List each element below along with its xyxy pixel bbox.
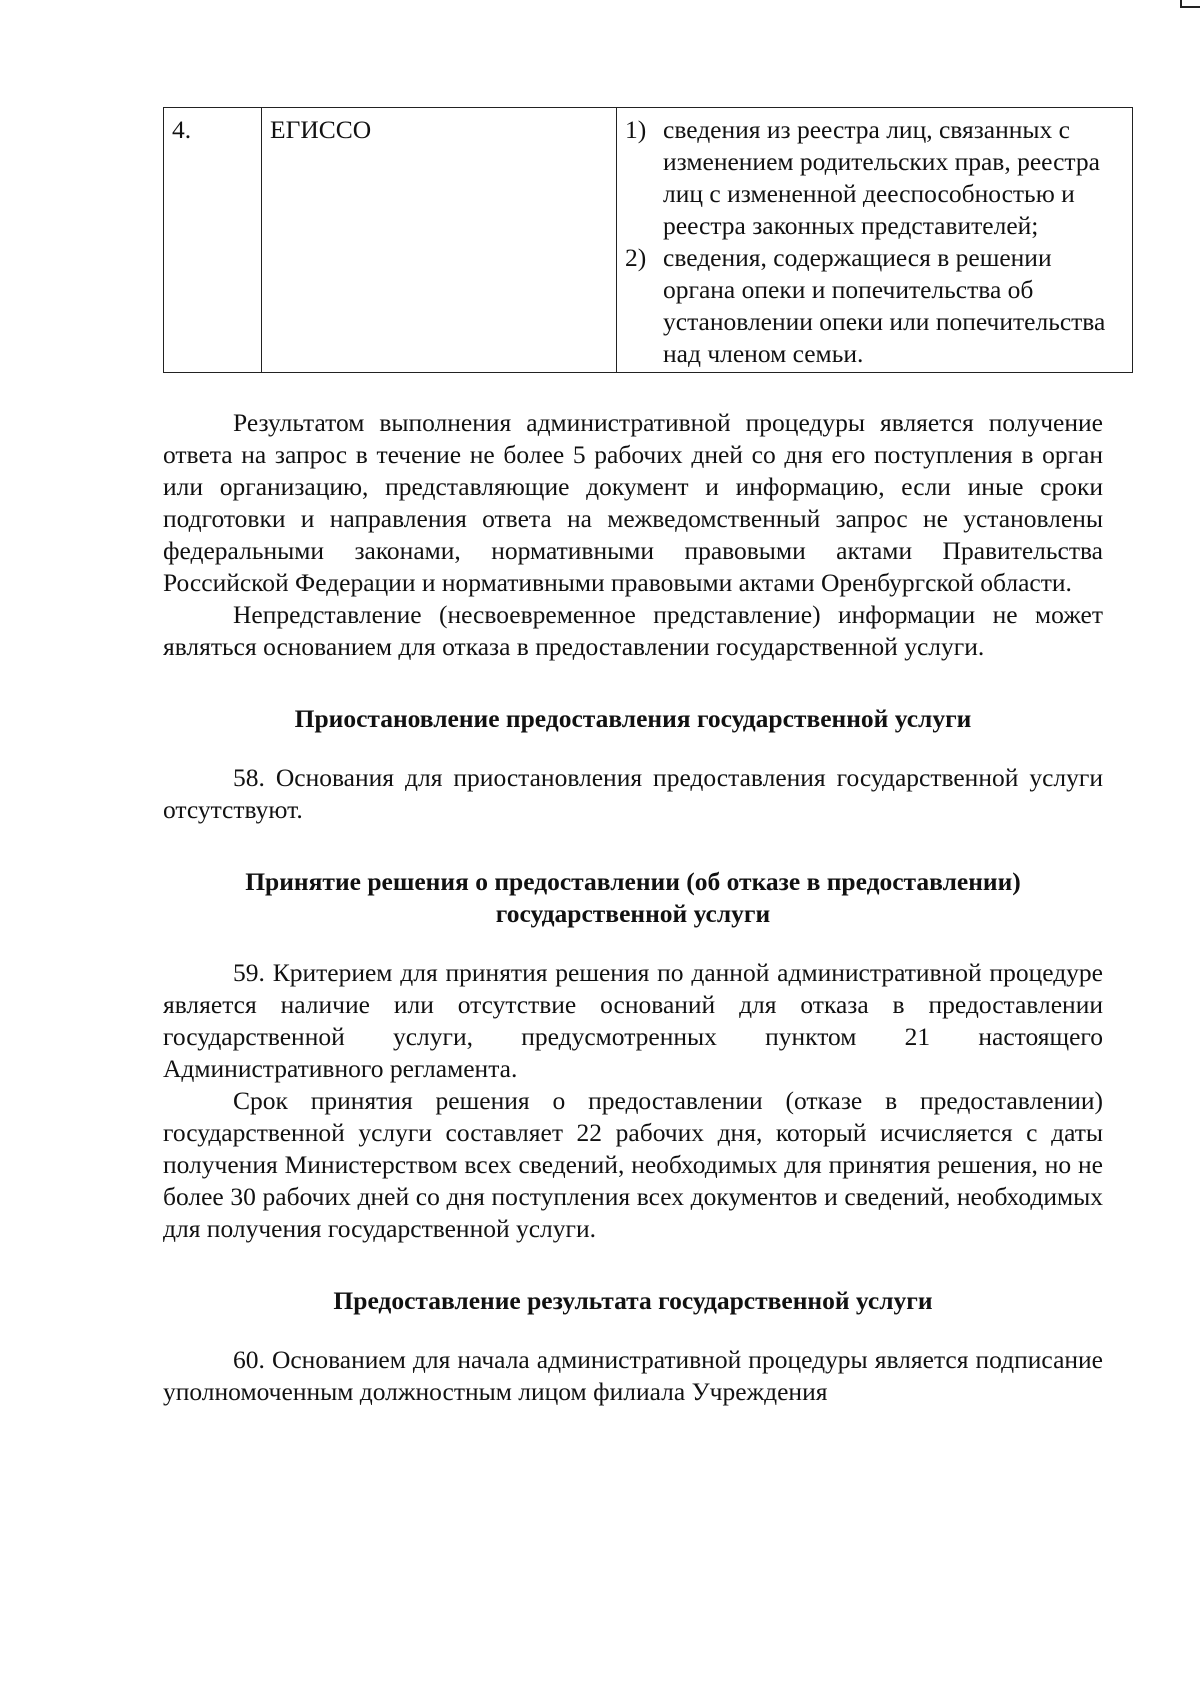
page-content <box>163 107 1106 1408</box>
paragraph-59: 59. Критерием для принятия решения по данной административной процедуре является наличие или отсутствие оснований для отказа в предоставлении государственной услуги, предусмотренных пунктом 21 настоящего Административного регламента. <box>163 958 1103 1083</box>
decision-heading-line-2: государственной услуги <box>495 899 771 928</box>
row-info-cell <box>617 108 1133 373</box>
list-item <box>625 242 1124 370</box>
nonsubmission-paragraph: Непредставление (несвоевременное представление) информации не может являться основанием для отказа в предоставлении государственной услуги. <box>163 600 1103 661</box>
list-item-text: сведения, содержащиеся в решении органа опеки и попечительства об установлении опеки или попечительства над членом семьи. <box>663 243 1106 368</box>
paragraph-59-term: Срок принятия решения о предоставлении (отказе в предоставлении) государственной услуги составляет 22 рабочих дня, который исчисляется с даты получения Министерством всех сведений, необходимых для принятия решения, но не более 30 рабочих дней со дня поступления всех документов и сведений, необходимых для получения государственной услуги. <box>163 1086 1103 1243</box>
table-row <box>164 108 1133 373</box>
list-item-text: сведения из реестра лиц, связанных с изменением родительских прав, реестра лиц с измененной дееспособностью и реестра законных представителей; <box>663 115 1100 240</box>
list-item-marker: 1) <box>625 115 647 144</box>
paragraph-58: 58. Основания для приостановления предоставления государственной услуги отсутствуют. <box>163 763 1103 824</box>
decision-heading-line-1: Принятие решения о предоставлении (об отказе в предоставлении) <box>245 867 1021 896</box>
list-item <box>625 114 1124 242</box>
row-source-cell: ЕГИССО <box>262 108 617 373</box>
suspension-heading: Приостановление предоставления государственной услуги <box>294 704 972 733</box>
data-sources-table <box>163 107 1133 373</box>
result-delivery-heading: Предоставление результата государственной услуги <box>333 1286 933 1315</box>
decision-heading <box>163 866 1103 930</box>
list-item-marker: 2) <box>625 243 647 272</box>
paragraph-60: 60. Основанием для начала административной процедуры является подписание уполномоченным должностным лицом филиала Учреждения <box>163 1345 1103 1406</box>
row-number-cell: 4. <box>164 108 262 373</box>
result-paragraph: Результатом выполнения административной процедуры является получение ответа на запрос в течение не более 5 рабочих дней со дня его поступления в орган или организацию, представляющие документ и информацию, если иные сроки подготовки и направления ответа на межведомственный запрос не установлены федеральными законами, нормативными правовыми актами Правительства Российской Федерации и нормативными правовыми актами Оренбургской области. <box>163 408 1103 597</box>
scan-corner-mark <box>1180 0 1200 8</box>
